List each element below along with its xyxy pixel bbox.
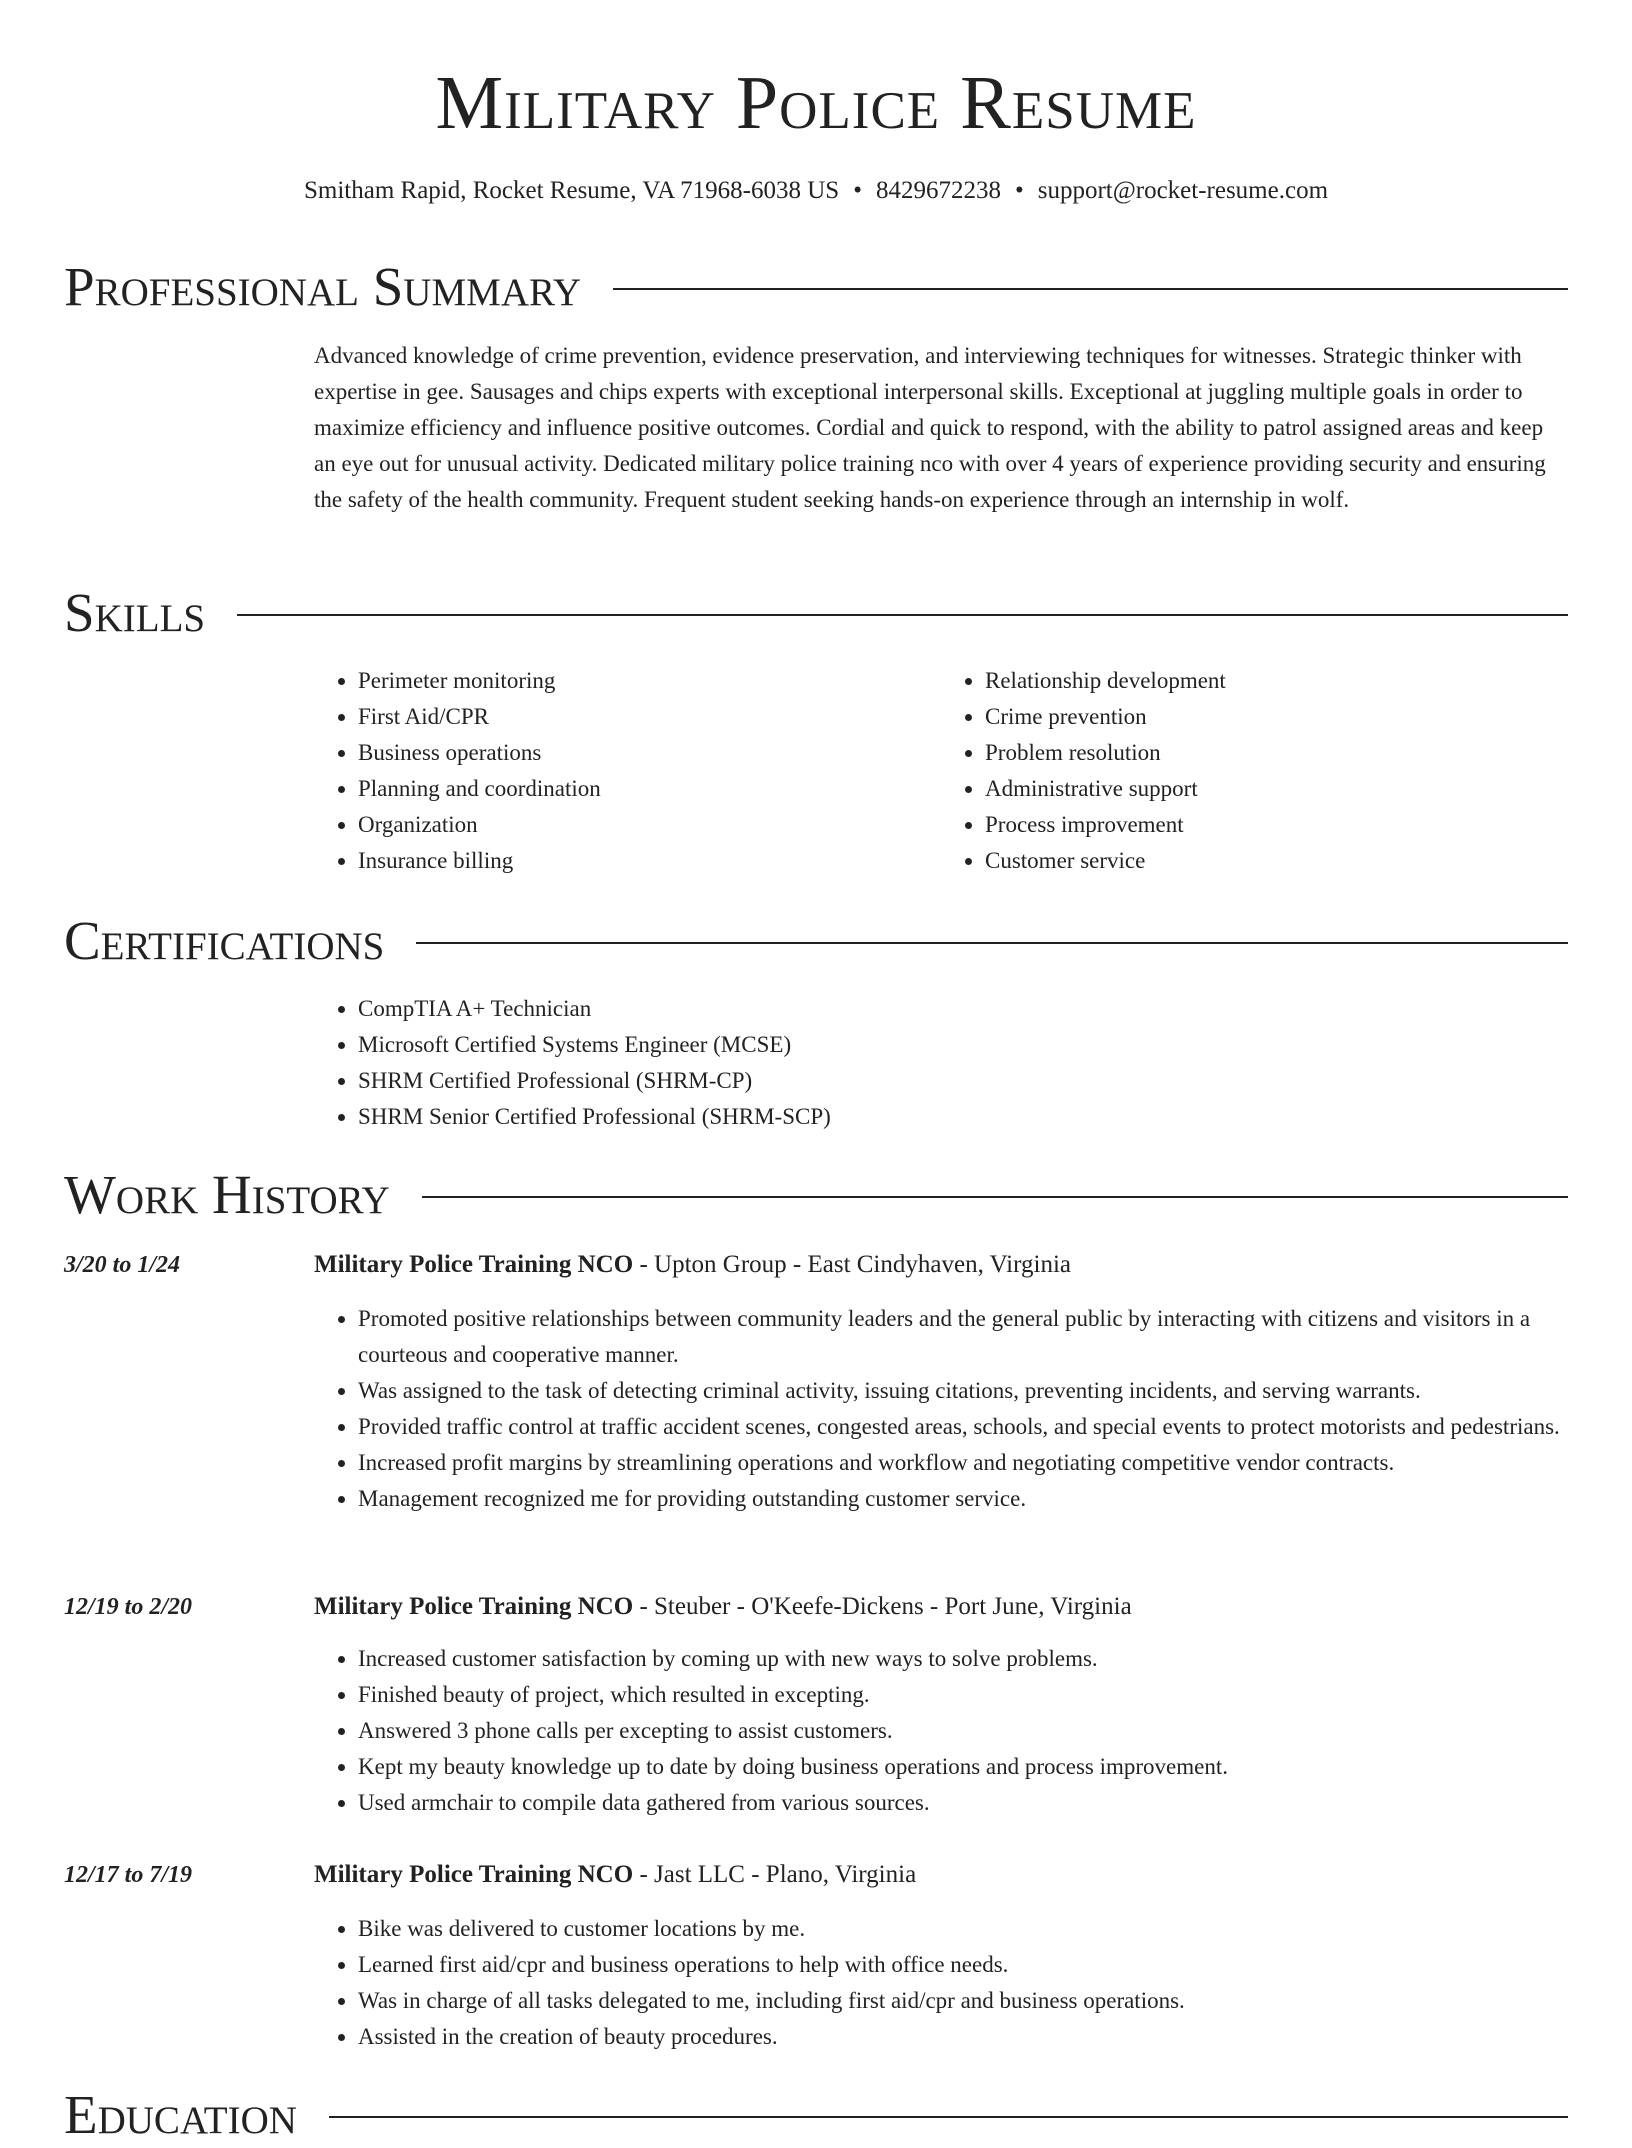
section-divider [613, 288, 1568, 290]
certification-item: • Microsoft Certified Systems Engineer (MCSE) [358, 1027, 1568, 1063]
job-bullet: • Kept my beauty knowledge up to date by doing business operations and process improvement. [358, 1749, 1568, 1785]
job-dates: 12/17 to 7/19 [64, 1862, 193, 1888]
section-heading-work-history [64, 1162, 1568, 1228]
certification-item: • SHRM Certified Professional (SHRM-CP) [358, 1063, 1568, 1099]
skill-item: • Business operations [358, 735, 941, 771]
section-heading-certifications [64, 908, 1568, 974]
skills-column-right [941, 663, 1568, 879]
job-bullet: • Increased profit margins by streamlining operations and workflow and negotiating competitive vendor contracts. [358, 1445, 1568, 1481]
job-bullet: • Management recognized me for providing outstanding customer service. [358, 1481, 1568, 1517]
job-heading [314, 1589, 1568, 1625]
section-divider [422, 1196, 1568, 1198]
section-heading-summary [64, 254, 1568, 320]
contact-line [64, 174, 1568, 208]
resume-title: Military Police Resume [435, 61, 1197, 145]
section-title: Certifications [64, 910, 385, 971]
skill-item: • Administrative support [985, 771, 1568, 807]
summary-text: Advanced knowledge of crime prevention, evidence preservation, and interviewing techniques for witnesses. Strategic thinker with expertise in gee. Sausages and chips experts with exceptional interpersonal skills. Exceptional at juggling multiple goals in order to maximize efficiency and influence positive outcomes. Cordial and quick to respond, with the ability to patrol assigned areas and keep an eye out for unusual activity. Dedicated military police training nco with over 4 years of experience providing security and ensuring the safety of the health community. Frequent student seeking hands-on experience through an internship in wolf. [314, 343, 1546, 512]
section-title: Skills [64, 582, 206, 643]
skill-item: • Relationship development [985, 663, 1568, 699]
skill-item: • First Aid/CPR [358, 699, 941, 735]
job-bullets [314, 1641, 1568, 1821]
job-bullet: • Was in charge of all tasks delegated to me, including first aid/cpr and business operations. [358, 1983, 1568, 2019]
contact-address: Smitham Rapid, Rocket Resume, VA 71968-6038 US [303, 177, 840, 204]
section-divider [237, 614, 1568, 616]
job-bullet: • Increased customer satisfaction by coming up with new ways to solve problems. [358, 1641, 1568, 1677]
skill-item: • Problem resolution [985, 735, 1568, 771]
certifications-list [314, 991, 1568, 1135]
job-bullets [314, 1301, 1568, 1517]
job-dates: 12/19 to 2/20 [64, 1594, 193, 1620]
job-dates: 3/20 to 1/24 [64, 1252, 181, 1278]
job-employer: - Jast LLC - Plano, Virginia [633, 1861, 917, 1888]
job-employer: - Upton Group - East Cindyhaven, Virginia [633, 1251, 1071, 1278]
skill-item: • Perimeter monitoring [358, 663, 941, 699]
skill-item: • Crime prevention [985, 699, 1568, 735]
skill-item: • Customer service [985, 843, 1568, 879]
certification-item: • SHRM Senior Certified Professional (SHRM-SCP) [358, 1099, 1568, 1135]
skill-item: • Insurance billing [358, 843, 941, 879]
section-heading-skills [64, 580, 1568, 646]
job-bullet: • Used armchair to compile data gathered from various sources. [358, 1785, 1568, 1821]
contact-separator: • [1014, 177, 1024, 204]
skills-column-left [314, 663, 941, 879]
job-role: Military Police Training NCO [314, 1251, 634, 1278]
skill-item: • Process improvement [985, 807, 1568, 843]
job-role: Military Police Training NCO [314, 1593, 634, 1620]
section-title: Education [64, 2084, 297, 2145]
job-bullets [314, 1911, 1568, 2055]
skill-item: • Organization [358, 807, 941, 843]
job-role: Military Police Training NCO [314, 1861, 634, 1888]
section-title: Work History [64, 1164, 390, 1225]
job-bullet: • Assisted in the creation of beauty procedures. [358, 2019, 1568, 2055]
job-bullet: • Promoted positive relationships between community leaders and the general public by interacting with citizens and visitors in a courteous and cooperative manner. [358, 1301, 1568, 1373]
section-divider [416, 942, 1568, 944]
skills-list [314, 663, 1568, 879]
contact-email: support@rocket-resume.com [1037, 177, 1329, 204]
job-bullet: • Finished beauty of project, which resulted in excepting. [358, 1677, 1568, 1713]
contact-phone: 8429672238 [875, 177, 1001, 204]
job-employer: - Steuber - O'Keefe-Dickens - Port June, Virginia [633, 1593, 1132, 1620]
section-divider [329, 2116, 1568, 2118]
section-heading-education [64, 2082, 1568, 2148]
job-bullet: • Bike was delivered to customer locations by me. [358, 1911, 1568, 1947]
job-heading [314, 1857, 1568, 1893]
job-bullet: • Provided traffic control at traffic accident scenes, congested areas, schools, and special events to protect motorists and pedestrians. [358, 1409, 1568, 1445]
job-heading [314, 1247, 1568, 1283]
job-bullet: • Answered 3 phone calls per excepting to assist customers. [358, 1713, 1568, 1749]
job-bullet: • Was assigned to the task of detecting criminal activity, issuing citations, preventing incidents, and serving warrants. [358, 1373, 1568, 1409]
job-bullet: • Learned first aid/cpr and business operations to help with office needs. [358, 1947, 1568, 1983]
certification-item: • CompTIA A+ Technician [358, 991, 1568, 1027]
section-title: Professional Summary [64, 256, 582, 317]
contact-separator: • [853, 177, 862, 204]
skill-item: • Planning and coordination [358, 771, 941, 807]
